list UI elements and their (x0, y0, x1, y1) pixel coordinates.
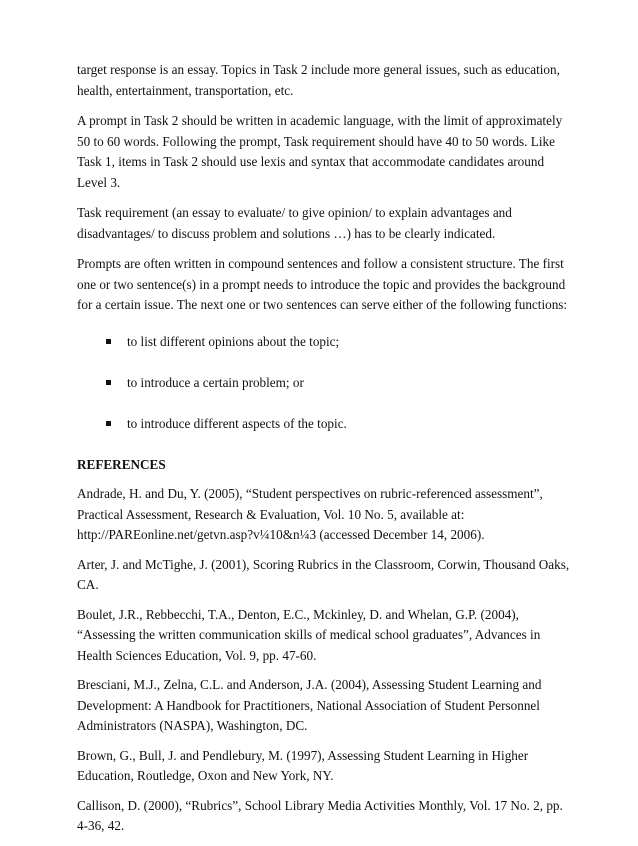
square-bullet-icon (106, 380, 111, 385)
list-item-text: to list different opinions about the topic; (127, 333, 340, 349)
reference-entry (77, 605, 585, 667)
text-line: target response is an essay. Topics in Task 2 include more general issues, such as education, (77, 62, 560, 77)
text-line: one or two sentence(s) in a prompt needs to introduce the topic and provides the background (77, 276, 566, 292)
text-line: Bresciani, M.J., Zelna, C.L. and Anderson, J.A. (2004), Assessing Student Learning and (77, 677, 542, 692)
text-line: Practical Assessment, Research & Evaluation, Vol. 10 No. 5, available at: (77, 506, 465, 522)
reference-entry (77, 484, 585, 546)
text-line: Development: A Handbook for Practitioners, National Association of Student Personnel (77, 697, 540, 713)
text-line: CA. (77, 577, 99, 592)
text-line: Callison, D. (2000), “Rubrics”, School Library Media Activities Monthly, Vol. 17 No. 2, pp. (77, 797, 563, 813)
square-bullet-icon (106, 339, 111, 344)
paragraph-4 (77, 254, 585, 316)
list-item (77, 414, 585, 435)
text-line: for a certain issue. The next one or two sentences can serve either of the following functions: (77, 297, 568, 312)
text-line: disadvantages/ to discuss problem and solutions …) has to be clearly indicated. (77, 225, 496, 241)
text-line: Administrators (NASPA), Washington, DC. (77, 718, 308, 733)
text-line: http://PAREonline.net/getvn.asp?v¼10&n¼3 (accessed December 14, 2006). (77, 527, 485, 542)
text-line: Andrade, H. and Du, Y. (2005), “Student perspectives on rubric-referenced assessment”, (77, 486, 543, 501)
list-item-text: to introduce different aspects of the topic. (127, 415, 347, 431)
text-line: A prompt in Task 2 should be written in academic language, with the limit of approximately (77, 113, 563, 128)
text-line: Health Sciences Education, Vol. 9, pp. 47-60. (77, 647, 317, 663)
text-line: 50 to 60 words. Following the prompt, Task requirement should have 40 to 50 words. Like (77, 133, 555, 149)
text-line: Arter, J. and McTighe, J. (2001), Scoring Rubrics in the Classroom, Corwin, Thousand Oaks, (77, 556, 570, 572)
function-list (77, 332, 585, 435)
text-line: Brown, G., Bull, J. and Pendlebury, M. (1997), Assessing Student Learning in Higher (77, 747, 529, 763)
paragraph-2 (77, 111, 585, 193)
reference-entry (77, 796, 585, 837)
text-line: 4-36, 42. (77, 818, 125, 833)
text-line: health, entertainment, transportation, etc. (77, 82, 294, 98)
references-heading: REFERENCES (77, 456, 166, 472)
list-item (77, 332, 585, 353)
text-line: Boulet, J.R., Rebbecchi, T.A., Denton, E.C., Mckinley, D. and Whelan, G.P. (2004), (77, 606, 519, 622)
document-body (77, 60, 585, 846)
reference-entry (77, 746, 585, 787)
text-line: Level 3. (77, 174, 121, 190)
reference-entry (77, 675, 585, 737)
list-item (77, 373, 585, 394)
paragraph-1 (77, 60, 585, 101)
text-line: Task 1, items in Task 2 should use lexis and syntax that accommodate candidates around (77, 154, 545, 169)
list-item-text: to introduce a certain problem; or (127, 374, 304, 390)
text-line: Prompts are often written in compound sentences and follow a consistent structure. The first (77, 256, 564, 271)
text-line: “Assessing the written communication skills of medical school graduates”, Advances in (77, 627, 541, 642)
paragraph-3 (77, 203, 585, 244)
square-bullet-icon (106, 421, 111, 426)
reference-entry (77, 555, 585, 596)
text-line: Task requirement (an essay to evaluate/ to give opinion/ to explain advantages and (77, 205, 512, 220)
text-line: Education, Routledge, Oxon and New York, NY. (77, 768, 334, 783)
